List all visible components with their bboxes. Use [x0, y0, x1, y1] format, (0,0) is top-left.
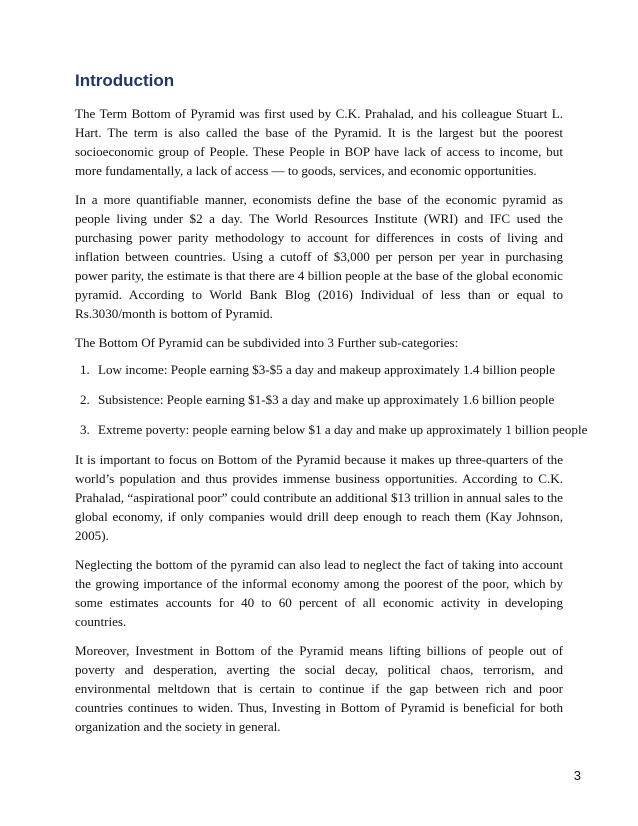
list-item-text: Low income: People earning $3-$5 a day and makeup approximately 1.4 billion people — [98, 362, 556, 377]
document-page — [75, 70, 588, 746]
list-item-text: Extreme poverty: people earning below $1 a day and make up approximately 1 billion people — [98, 422, 588, 437]
list-item — [75, 360, 563, 379]
paragraph-informal-economy: Neglecting the bottom of the pyramid can also lead to neglect the fact of taking into account the growing importance of the informal economy among the poorest of the poor, which by some estimates accounts for 40 to 60 percent of all economic activity in developing countries. — [75, 557, 563, 629]
paragraph-importance: It is important to focus on Bottom of the Pyramid because it makes up three-quarters of the world’s population and thus provides immense business opportunities. According to C.K. Prahalad, “aspirational poor” could contribute an additional $13 trillion in annual sales to the global economy, if only companies would drill deep enough to reach them (Kay Johnson, 2005). — [75, 452, 563, 543]
section-heading: Introduction — [75, 71, 175, 90]
list-item — [75, 420, 588, 439]
paragraph-definition: The Term Bottom of Pyramid was first used by C.K. Prahalad, and his colleague Stuart L. Hart. The term is also called the base of the Pyramid. It is the largest but the poorest socioeconomic group of People. These People in BOP have lack of access to income, but more fundamentally, a lack of access — to goods, services, and economic opportunities. — [75, 106, 563, 178]
paragraph-subcategories-intro: The Bottom Of Pyramid can be subdivided into 3 Further sub-categories: — [75, 335, 459, 350]
page-number: 3 — [573, 768, 581, 783]
list-item-number: 2. — [80, 392, 90, 407]
list-item-number: 1. — [80, 362, 90, 377]
paragraph-quantification: In a more quantifiable manner, economists define the base of the economic pyramid as people living under $2 a day. The World Resources Institute (WRI) and IFC used the purchasing power parity methodology to account for differences in costs of living and inflation between countries. Using a cutoff of $3,000 per person per year in purchasing power parity, the estimate is that there are 4 billion people at the base of the global economic pyramid. According to World Bank Blog (2016) Individual of less than or equal to Rs.3030/month is bottom of Pyramid. — [75, 192, 563, 321]
list-item-text: Subsistence: People earning $1-$3 a day and make up approximately 1.6 billion people — [98, 392, 555, 407]
subcategory-list — [75, 360, 588, 439]
list-item-number: 3. — [80, 422, 90, 437]
paragraph-investment: Moreover, Investment in Bottom of the Pyramid means lifting billions of people out of poverty and desperation, averting the social decay, political chaos, terrorism, and environmental meltdown that is certain to continue if the gap between rich and poor countries continues to widen. Thus, Investing in Bottom of Pyramid is beneficial for both organization and the society in general. — [75, 643, 563, 734]
list-item — [75, 390, 563, 409]
